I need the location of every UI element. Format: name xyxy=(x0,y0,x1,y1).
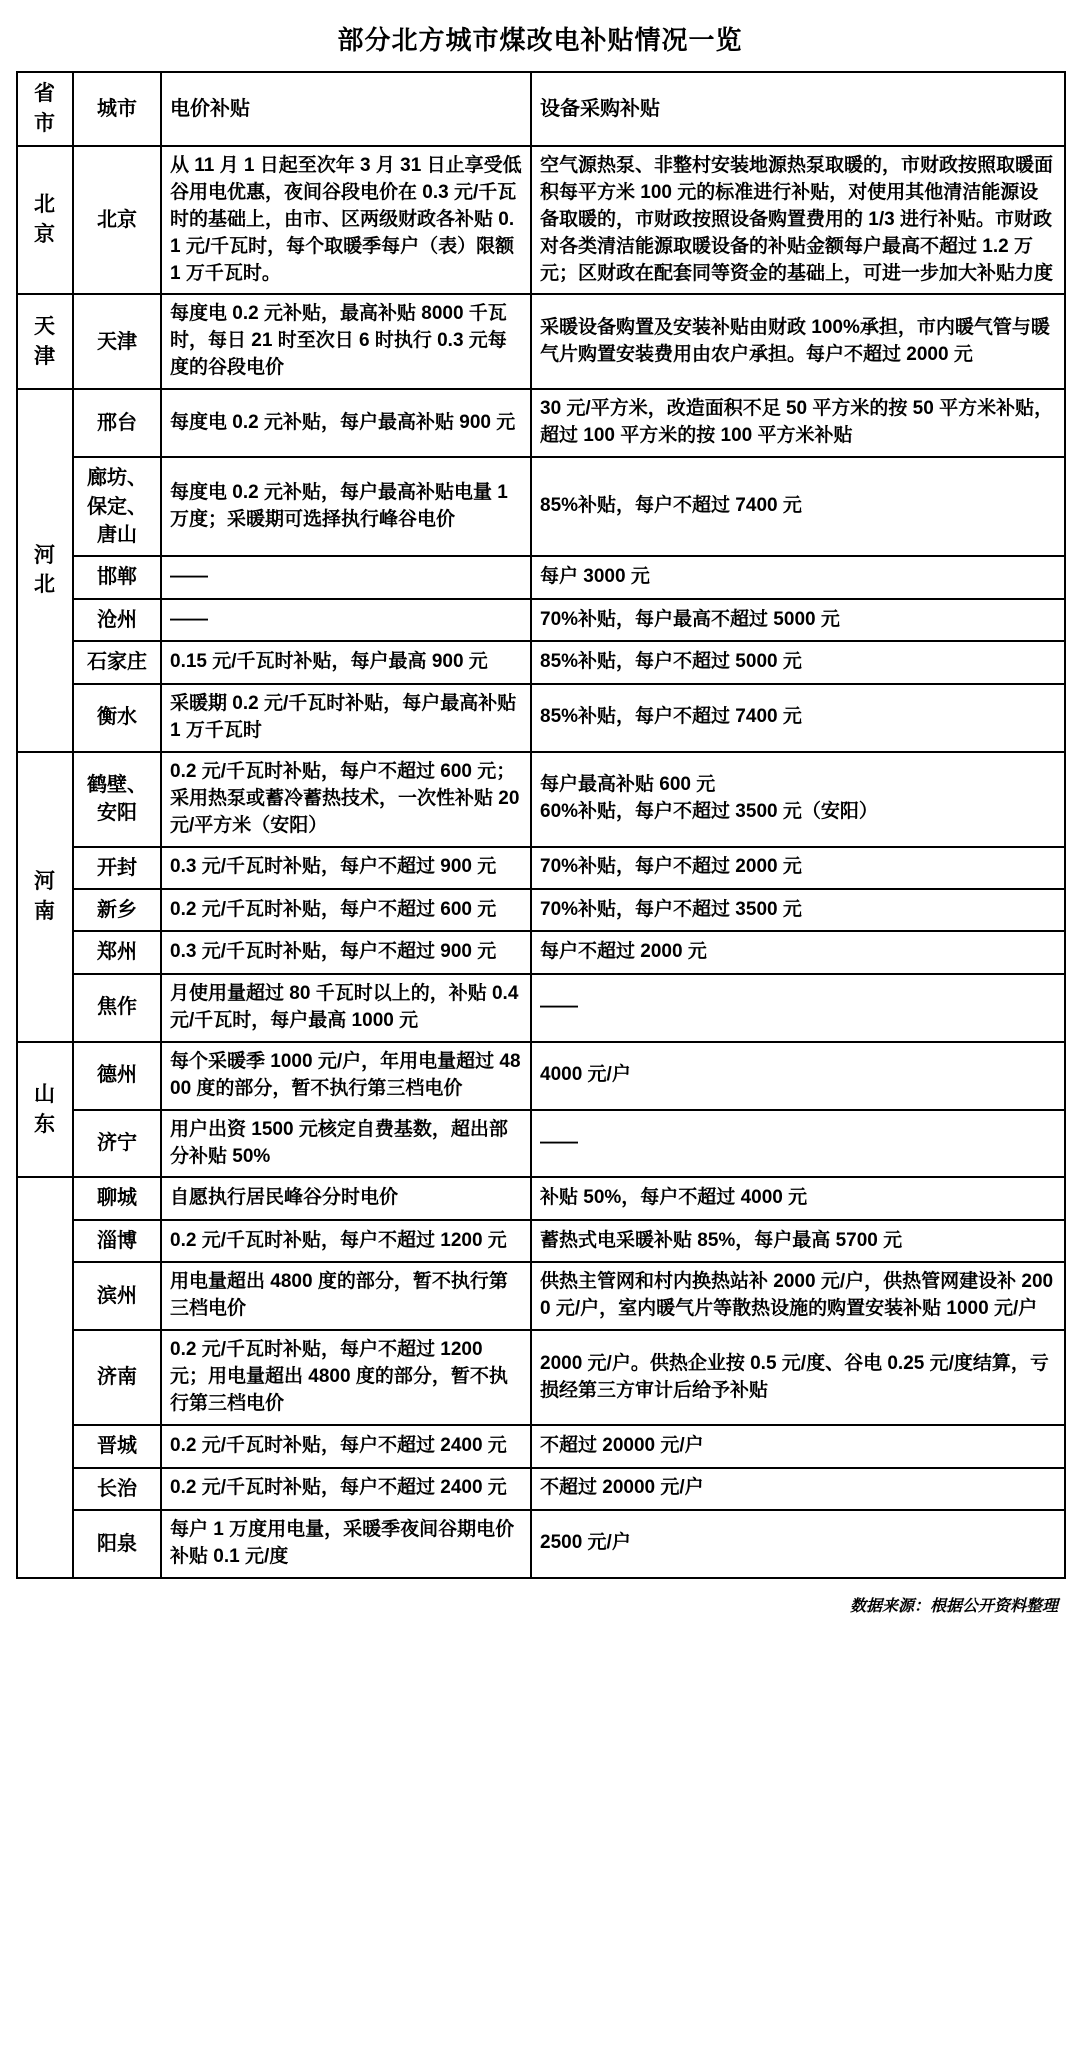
electricity-subsidy-cell: 0.2 元/千瓦时补贴，每户不超过 1200 元；用电量超出 4800 度的部分，暂不执行第三档电价 xyxy=(161,1330,531,1425)
city-cell: 天津 xyxy=(73,294,161,389)
electricity-subsidy-cell: 月使用量超过 80 千瓦时以上的，补贴 0.4 元/千瓦时，每户最高 1000 元 xyxy=(161,974,531,1042)
electricity-subsidy-cell: 0.2 元/千瓦时补贴，每户不超过 2400 元 xyxy=(161,1468,531,1510)
table-row xyxy=(17,599,1065,641)
equipment-subsidy-cell: 不超过 20000 元/户 xyxy=(531,1425,1065,1467)
equipment-subsidy-cell: 70%补贴，每户最高不超过 5000 元 xyxy=(531,599,1065,641)
equipment-subsidy-cell: 蓄热式电采暖补贴 85%，每户最高 5700 元 xyxy=(531,1220,1065,1262)
table-row xyxy=(17,146,1065,295)
table-row xyxy=(17,1330,1065,1425)
city-cell: 聊城 xyxy=(73,1177,161,1219)
equipment-subsidy-cell: 不超过 20000 元/户 xyxy=(531,1468,1065,1510)
city-cell: 滨州 xyxy=(73,1262,161,1330)
equipment-subsidy-cell: 85%补贴，每户不超过 7400 元 xyxy=(531,684,1065,752)
equipment-subsidy-cell: 70%补贴，每户不超过 2000 元 xyxy=(531,847,1065,889)
city-cell: 鹤壁、安阳 xyxy=(73,752,161,847)
table-row xyxy=(17,847,1065,889)
equipment-subsidy-cell: 30 元/平方米，改造面积不足 50 平方米的按 50 平方米补贴，超过 100 平方米的按 100 平方米补贴 xyxy=(531,389,1065,457)
column-header-city: 城市 xyxy=(73,72,161,146)
table-row xyxy=(17,556,1065,598)
table-row xyxy=(17,1510,1065,1578)
province-cell xyxy=(17,1177,73,1577)
table-row xyxy=(17,974,1065,1042)
city-cell: 阳泉 xyxy=(73,1510,161,1578)
province-cell: 山东 xyxy=(17,1042,73,1178)
equipment-subsidy-cell: 采暖设备购置及安装补贴由财政 100%承担，市内暖气管与暖气片购置安装费用由农户承担。每户不超过 2000 元 xyxy=(531,294,1065,389)
equipment-subsidy-cell: 每户不超过 2000 元 xyxy=(531,931,1065,973)
city-cell: 德州 xyxy=(73,1042,161,1110)
equipment-subsidy-cell: 85%补贴，每户不超过 7400 元 xyxy=(531,457,1065,556)
column-header-electricity: 电价补贴 xyxy=(161,72,531,146)
city-cell: 新乡 xyxy=(73,889,161,931)
column-header-equipment: 设备采购补贴 xyxy=(531,72,1065,146)
equipment-subsidy-cell: —— xyxy=(531,974,1065,1042)
city-cell: 晋城 xyxy=(73,1425,161,1467)
city-cell: 淄博 xyxy=(73,1220,161,1262)
equipment-subsidy-cell: 补贴 50%，每户不超过 4000 元 xyxy=(531,1177,1065,1219)
table-row xyxy=(17,1425,1065,1467)
table-row xyxy=(17,1468,1065,1510)
table-row xyxy=(17,931,1065,973)
table-row xyxy=(17,1110,1065,1178)
city-cell: 济南 xyxy=(73,1330,161,1425)
city-cell: 郑州 xyxy=(73,931,161,973)
equipment-subsidy-cell: 2500 元/户 xyxy=(531,1510,1065,1578)
electricity-subsidy-cell: 自愿执行居民峰谷分时电价 xyxy=(161,1177,531,1219)
electricity-subsidy-cell: 用电量超出 4800 度的部分，暂不执行第三档电价 xyxy=(161,1262,531,1330)
city-cell: 邢台 xyxy=(73,389,161,457)
electricity-subsidy-cell: 0.2 元/千瓦时补贴，每户不超过 600 元 xyxy=(161,889,531,931)
electricity-subsidy-cell: 每个采暖季 1000 元/户，年用电量超过 4800 度的部分，暂不执行第三档电价 xyxy=(161,1042,531,1110)
page-title: 部分北方城市煤改电补贴情况一览 xyxy=(337,25,743,55)
city-cell: 长治 xyxy=(73,1468,161,1510)
electricity-subsidy-cell: 0.2 元/千瓦时补贴，每户不超过 600 元；采用热泵或蓄冷蓄热技术，一次性补贴 20 元/平方米（安阳） xyxy=(161,752,531,847)
table-header xyxy=(17,72,1065,146)
table-row xyxy=(17,1220,1065,1262)
equipment-subsidy-cell: 85%补贴，每户不超过 5000 元 xyxy=(531,641,1065,683)
table-row xyxy=(17,389,1065,457)
equipment-subsidy-cell: 70%补贴，每户不超过 3500 元 xyxy=(531,889,1065,931)
electricity-subsidy-cell: —— xyxy=(161,556,531,598)
electricity-subsidy-cell: 0.2 元/千瓦时补贴，每户不超过 2400 元 xyxy=(161,1425,531,1467)
table-row xyxy=(17,684,1065,752)
electricity-subsidy-cell: —— xyxy=(161,599,531,641)
city-cell: 廊坊、保定、唐山 xyxy=(73,457,161,556)
city-cell: 石家庄 xyxy=(73,641,161,683)
equipment-subsidy-cell: —— xyxy=(531,1110,1065,1178)
province-cell: 河南 xyxy=(17,752,73,1042)
city-cell: 沧州 xyxy=(73,599,161,641)
equipment-subsidy-cell: 空气源热泵、非整村安装地源热泵取暖的，市财政按照取暖面积每平方米 100 元的标准进行补贴，对使用其他清洁能源设备取暖的，市财政按照设备购置费用的 1/3 进行补贴。市财政对各类清洁能源取暖设备的补贴金额每户最高不超过 1.2 万元；区财政在配套同等资金的基础上，可进一步加大补贴力度 xyxy=(531,146,1065,295)
electricity-subsidy-cell: 0.15 元/千瓦时补贴，每户最高 900 元 xyxy=(161,641,531,683)
header-row xyxy=(17,72,1065,146)
subsidy-table xyxy=(16,71,1066,1579)
table-row xyxy=(17,752,1065,847)
electricity-subsidy-cell: 0.2 元/千瓦时补贴，每户不超过 1200 元 xyxy=(161,1220,531,1262)
table-row xyxy=(17,1262,1065,1330)
equipment-subsidy-cell: 供热主管网和村内换热站补 2000 元/户，供热管网建设补 2000 元/户，室内暖气片等散热设施的购置安装补贴 1000 元/户 xyxy=(531,1262,1065,1330)
table-row xyxy=(17,457,1065,556)
equipment-subsidy-cell: 每户最高补贴 600 元 60%补贴，每户不超过 3500 元（安阳） xyxy=(531,752,1065,847)
column-header-province: 省市 xyxy=(17,72,73,146)
table-row xyxy=(17,889,1065,931)
electricity-subsidy-cell: 0.3 元/千瓦时补贴，每户不超过 900 元 xyxy=(161,931,531,973)
electricity-subsidy-cell: 从 11 月 1 日起至次年 3 月 31 日止享受低谷用电优惠，夜间谷段电价在 0.3 元/千瓦时的基础上，由市、区两级财政各补贴 0.1 元/千瓦时，每个取暖季每户（表）限额 1 万千瓦时。 xyxy=(161,146,531,295)
electricity-subsidy-cell: 每度电 0.2 元补贴，每户最高补贴电量 1 万度；采暖期可选择执行峰谷电价 xyxy=(161,457,531,556)
city-cell: 北京 xyxy=(73,146,161,295)
electricity-subsidy-cell: 每户 1 万度用电量，采暖季夜间谷期电价补贴 0.1 元/度 xyxy=(161,1510,531,1578)
table-row xyxy=(17,641,1065,683)
city-cell: 济宁 xyxy=(73,1110,161,1178)
equipment-subsidy-cell: 2000 元/户。供热企业按 0.5 元/度、谷电 0.25 元/度结算，亏损经第三方审计后给予补贴 xyxy=(531,1330,1065,1425)
table-body xyxy=(17,146,1065,1578)
table-row xyxy=(17,294,1065,389)
electricity-subsidy-cell: 每度电 0.2 元补贴，每户最高补贴 900 元 xyxy=(161,389,531,457)
city-cell: 邯郸 xyxy=(73,556,161,598)
electricity-subsidy-cell: 用户出资 1500 元核定自费基数，超出部分补贴 50% xyxy=(161,1110,531,1178)
province-cell: 河北 xyxy=(17,389,73,751)
electricity-subsidy-cell: 0.3 元/千瓦时补贴，每户不超过 900 元 xyxy=(161,847,531,889)
equipment-subsidy-cell: 4000 元/户 xyxy=(531,1042,1065,1110)
province-cell: 北京 xyxy=(17,146,73,295)
equipment-subsidy-cell: 每户 3000 元 xyxy=(531,556,1065,598)
electricity-subsidy-cell: 采暖期 0.2 元/千瓦时补贴，每户最高补贴 1 万千瓦时 xyxy=(161,684,531,752)
province-cell: 天津 xyxy=(17,294,73,389)
source-note: 数据来源：根据公开资料整理 xyxy=(849,1597,1058,1615)
electricity-subsidy-cell: 每度电 0.2 元补贴，最高补贴 8000 千瓦时，每日 21 时至次日 6 时执行 0.3 元每度的谷段电价 xyxy=(161,294,531,389)
city-cell: 衡水 xyxy=(73,684,161,752)
city-cell: 开封 xyxy=(73,847,161,889)
table-row xyxy=(17,1177,1065,1219)
table-row xyxy=(17,1042,1065,1110)
city-cell: 焦作 xyxy=(73,974,161,1042)
